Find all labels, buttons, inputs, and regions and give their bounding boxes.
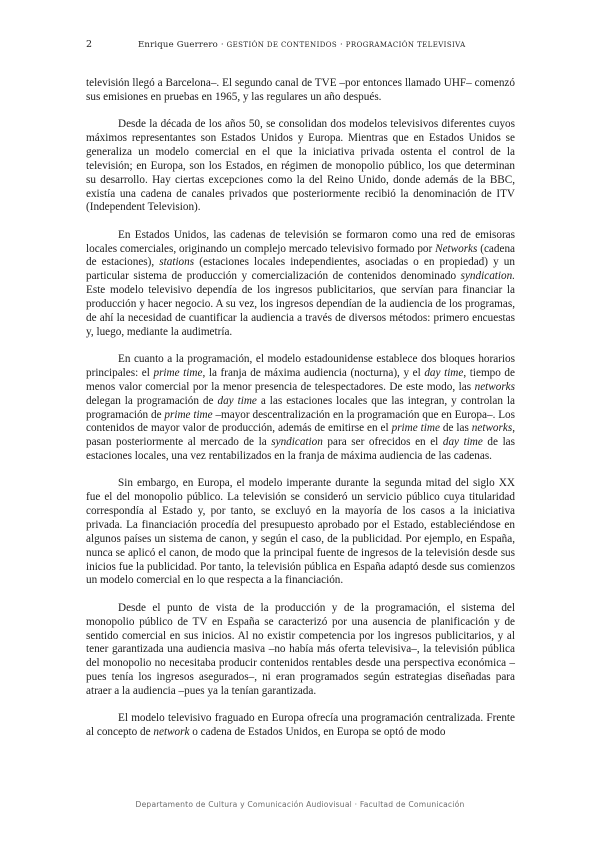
italic-term: network <box>153 726 190 739</box>
italic-term: stations <box>159 256 195 269</box>
paragraph-text: (estaciones locales independientes, asociadas o en propiedad) y un particular sistema de producción y comercialización de contenidos denominado <box>86 256 515 283</box>
header-author: Enrique Guerrero <box>138 40 218 50</box>
header-title-part1: GESTIÓN DE CONTENIDOS <box>226 41 338 49</box>
paragraph-text: Este modelo televisivo dependía de los ingresos publicitarios, que servían para financiar la producción y hacer negocio. A su vez, los ingresos dependían de la audiencia de los programas, de ahí la necesidad de cuantificar la audiencia a través de diversos métodos: primero encuestas y, luego, mediante la audimetría. <box>86 284 515 338</box>
header-separator: · <box>337 40 346 50</box>
paragraph-text: , pasan posteriormente al mercado de la <box>86 422 515 449</box>
paragraph-text: , la franja de máxima audiencia (nocturna), y el <box>202 366 425 379</box>
italic-term: syndication <box>271 436 323 449</box>
page-number: 2 <box>86 39 93 50</box>
paragraph-text: El modelo televisivo fraguado en Europa ofrecía una programación centralizada. Frente al concepto de <box>86 712 515 739</box>
paragraph <box>86 229 515 340</box>
paragraph-text: En Estados Unidos, las cadenas de televisión se formaron como una red de emisoras locales comerciales, originando un complejo mercado televisivo formado por <box>86 228 515 255</box>
header-separator: · <box>217 40 227 50</box>
paragraph-text: televisión llegó a Barcelona–. El segundo canal de TVE –por entonces llamado UHF– comenzó sus emisiones en pruebas en 1965, y las regulares un año después. <box>86 77 515 103</box>
paragraph-text: a las estaciones locales que las integran, y controlan la programación de <box>86 394 516 421</box>
italic-term: networks <box>474 380 515 393</box>
italic-term: prime time <box>153 366 203 379</box>
running-header <box>86 39 526 53</box>
paragraph-text: de las <box>439 422 472 435</box>
paragraph-text: (cadena de estaciones), <box>86 242 516 269</box>
paragraph-text: delegan la programación de <box>86 394 218 407</box>
italic-term: day time <box>442 436 483 449</box>
paragraph <box>86 353 515 464</box>
italic-term: prime time <box>391 422 440 435</box>
paragraph-continued <box>86 77 515 105</box>
paragraph-text: Sin embargo, en Europa, el modelo imperante durante la segunda mitad del siglo XX fue el del monopolio público. La televisión se consideró un servicio público cuya titularidad correspondía al Estado y, por tanto, se excluyó en la mayoría de los casos a la iniciativa privada. La financiación procedía del presupuesto aprobado por el Estado, estableciéndose en algunos países un sistema de canon, y según el caso, de la publicidad. Por ejemplo, en España, nunca se aplicó el canon, de modo que la principal fuente de ingresos de la televisión desde sus inicios fue la publicidad. Por tanto, la televisión pública en España adaptó desde sus comienzos un modelo comercial en lo que respecta a la financiación. <box>86 477 515 587</box>
paragraph <box>86 118 515 215</box>
paragraph-text: , tiempo de menos valor comercial por la menor presencia de telespectadores. De este modo, las <box>86 366 515 393</box>
page-footer: Departamento de Cultura y Comunicación Audiovisual · Facultad de Comunicación <box>135 800 465 809</box>
italic-term: day time <box>217 394 257 407</box>
italic-term: Networks <box>435 242 478 255</box>
italic-term: prime time <box>164 408 213 421</box>
italic-term: day time <box>424 366 464 379</box>
paragraph-text: o cadena de Estados Unidos, en Europa se optó de modo <box>189 726 446 739</box>
running-title <box>138 40 466 50</box>
paragraph-text: Desde la década de los años 50, se consolidan dos modelos televisivos diferentes cuyos máximos representantes son Estados Unidos y Europa. Mientras que en Estados Unidos se generaliza un modelo comercial en el que la iniciativa privada ostenta el control de la televisión; en Europa, son los Estados, en régimen de monopolio público, los que determinan su desarrollo. Hay ciertas excepciones como la del Reino Unido, donde además de la BBC, existía una cadena de canales privados que posteriormente recibió la denominación de ITV (Independent Television). <box>86 118 515 214</box>
paragraph-text: –mayor descentralización en la programación que en Europa–. Los contenidos de mayor valor de producción, además de emitirse en el <box>86 408 515 435</box>
paragraph-text: Desde el punto de vista de la producción y de la programación, el sistema del monopolio público de TV en España se caracterizó por una ausencia de planificación y de sentido comercial en sus inicios. Al no existir competencia por los ingresos publicitarios, y al tener garantizada una audiencia masiva –no había más oferta televisiva–, la televisión pública del monopolio no necesitaba producir contenidos rentables desde una perspectiva económica –pues tenía los ingresos asegurados–, ni eran programados según estrategias diseñadas para atraer a la audiencia –pues ya la tenían garantizada. <box>86 601 515 697</box>
paragraph <box>86 602 515 699</box>
header-title-part2: PROGRAMACIÓN TELEVISIVA <box>345 41 466 49</box>
paragraph <box>86 712 515 740</box>
paragraph-text: para ser ofrecidos en el <box>322 436 443 449</box>
body-text <box>86 77 515 754</box>
paragraph-text: de las estaciones locales, una vez rentabilizados en la franja de máxima audiencia de las cadenas. <box>86 436 515 463</box>
paragraph <box>86 477 515 588</box>
paragraph-text: En cuanto a la programación, el modelo estadounidense establece dos bloques horarios principales: el <box>86 353 515 379</box>
italic-term: networks <box>471 422 513 435</box>
italic-term: syndication. <box>460 270 515 283</box>
